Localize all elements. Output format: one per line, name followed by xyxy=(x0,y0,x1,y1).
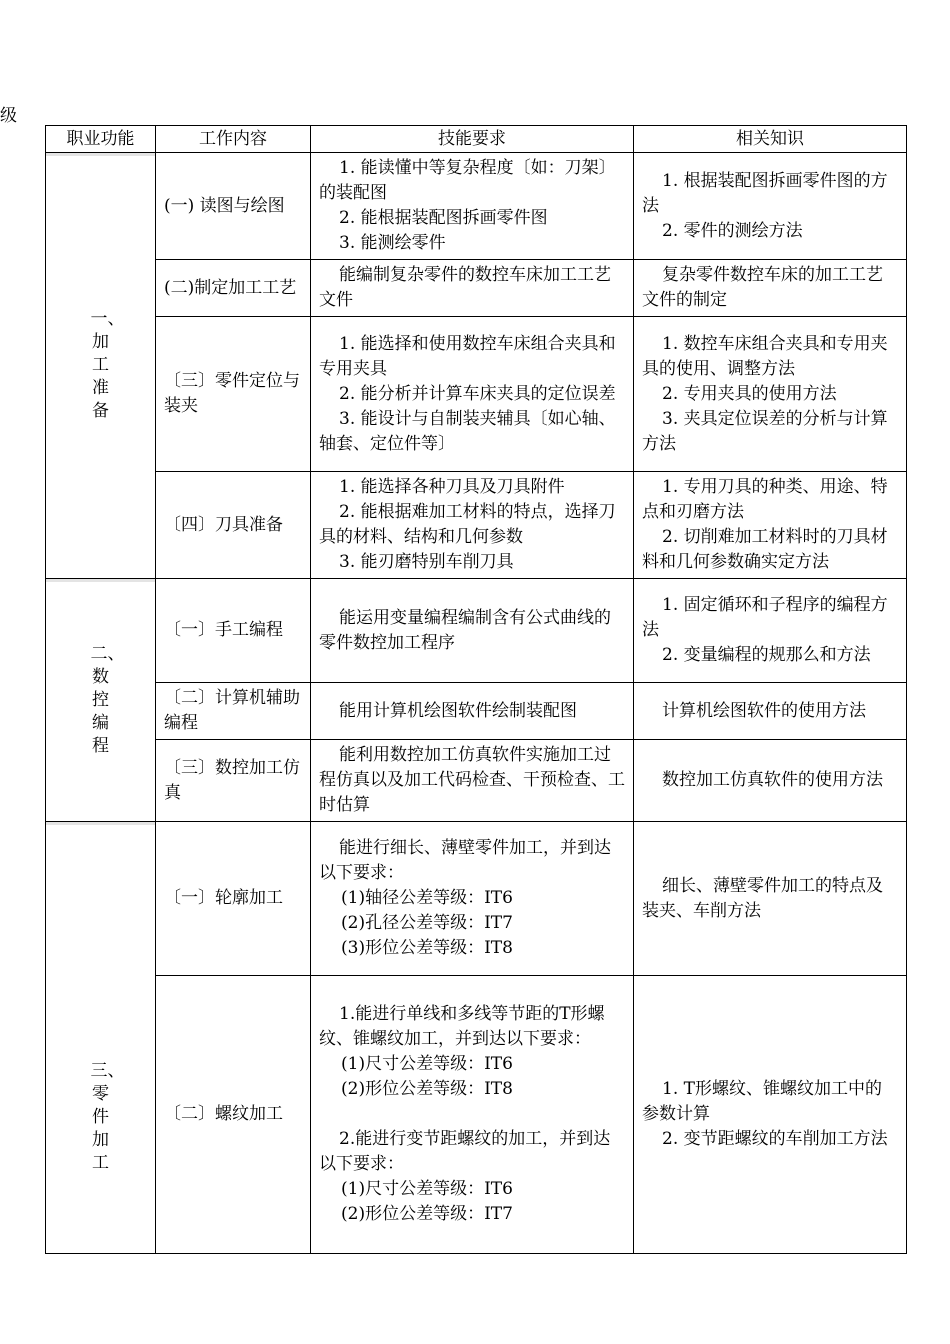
skills-cell: 能利用数控加工仿真软件实施加工过程仿真以及加工代码检查、干预检查、工时估算 xyxy=(311,740,634,822)
table-row xyxy=(46,579,907,683)
header-function: 职业功能 xyxy=(46,126,156,153)
knowledge-cell: 细长、薄壁零件加工的特点及装夹、车削方法 xyxy=(634,822,907,976)
knowledge-cell: 1. 数控车床组合夹具和专用夹具的使用、调整方法 2. 专用夹具的使用方法 3. 夹具定位误差的分析与计算方法 xyxy=(634,317,907,472)
header-skills: 技能要求 xyxy=(311,126,634,153)
knowledge-cell: 数控加工仿真软件的使用方法 xyxy=(634,740,907,822)
level-label: 级 xyxy=(0,106,17,126)
table-row xyxy=(46,260,907,317)
skills-cell: 能运用变量编程编制含有公式曲线的零件数控加工程序 xyxy=(311,579,634,683)
content-cell: 〔二〕计算机辅助编程 xyxy=(156,683,311,740)
knowledge-cell: 1. 根据装配图拆画零件图的方法 2. 零件的测绘方法 xyxy=(634,153,907,260)
skills-cell: 1. 能选择和使用数控车床组合夹具和专用夹具 2. 能分析并计算车床夹具的定位误差 3. 能设计与自制装夹辅具〔如心轴、轴套、定位件等〕 xyxy=(311,317,634,472)
header-knowledge: 相关知识 xyxy=(634,126,907,153)
content-cell: 〔二〕螺纹加工 xyxy=(156,976,311,1254)
table-row xyxy=(46,740,907,822)
skills-cell: 能编制复杂零件的数控车床加工工艺文件 xyxy=(311,260,634,317)
knowledge-cell: 计算机绘图软件的使用方法 xyxy=(634,683,907,740)
knowledge-cell: 复杂零件数控车床的加工工艺文件的制定 xyxy=(634,260,907,317)
table-row xyxy=(46,472,907,579)
function-label-2: 二、数控编程 xyxy=(90,643,125,756)
table-row xyxy=(46,822,907,976)
knowledge-cell: 1. 专用刀具的种类、用途、特点和刃磨方法 2. 切削难加工材料时的刀具材料和几何参数确实定方法 xyxy=(634,472,907,579)
table-row xyxy=(46,683,907,740)
table-row xyxy=(46,317,907,472)
function-cell-2 xyxy=(46,579,156,822)
function-label-3: 三、零件加工 xyxy=(90,1061,125,1173)
skills-cell: 1.能进行单线和多线等节距的T形螺纹、锥螺纹加工，并到达以下要求： (1)尺寸公差等级：IT6 (2)形位公差等级：IT8 2.能进行变节距螺纹的加工，并到达以下要求： (1)尺寸公差等级：IT6 (2)形位公差等级：IT7 xyxy=(311,976,634,1254)
header-content: 工作内容 xyxy=(156,126,311,153)
knowledge-cell: 1. 固定循环和子程序的编程方法 2. 变量编程的规那么和方法 xyxy=(634,579,907,683)
function-cell-3 xyxy=(46,822,156,1254)
knowledge-cell: 1. T形螺纹、锥螺纹加工中的参数计算 2. 变节距螺纹的车削加工方法 xyxy=(634,976,907,1254)
skill-standard-table xyxy=(45,125,907,1254)
table-row xyxy=(46,153,907,260)
function-label-1: 一、加工准备 xyxy=(90,309,125,421)
content-cell: 〔一〕轮廓加工 xyxy=(156,822,311,976)
content-cell: 〔三〕数控加工仿真 xyxy=(156,740,311,822)
content-cell: 〔一〕手工编程 xyxy=(156,579,311,683)
function-cell-1 xyxy=(46,153,156,579)
table-row xyxy=(46,976,907,1254)
content-cell: 〔三〕零件定位与装夹 xyxy=(156,317,311,472)
content-cell: 〔四〕刀具准备 xyxy=(156,472,311,579)
skills-cell: 1. 能读懂中等复杂程度〔如：刀架〕的装配图 2. 能根据装配图拆画零件图 3. 能测绘零件 xyxy=(311,153,634,260)
skills-cell: 1. 能选择各种刀具及刀具附件 2. 能根据难加工材料的特点，选择刀具的材料、结构和几何参数 3. 能刃磨特别车削刀具 xyxy=(311,472,634,579)
header-row xyxy=(46,126,907,153)
skills-cell: 能进行细长、薄壁零件加工，并到达以下要求： (1)轴径公差等级：IT6 (2)孔径公差等级：IT7 (3)形位公差等级：IT8 xyxy=(311,822,634,976)
content-cell: (二)制定加工工艺 xyxy=(156,260,311,317)
content-cell: (一) 读图与绘图 xyxy=(156,153,311,260)
skills-cell: 能用计算机绘图软件绘制装配图 xyxy=(311,683,634,740)
